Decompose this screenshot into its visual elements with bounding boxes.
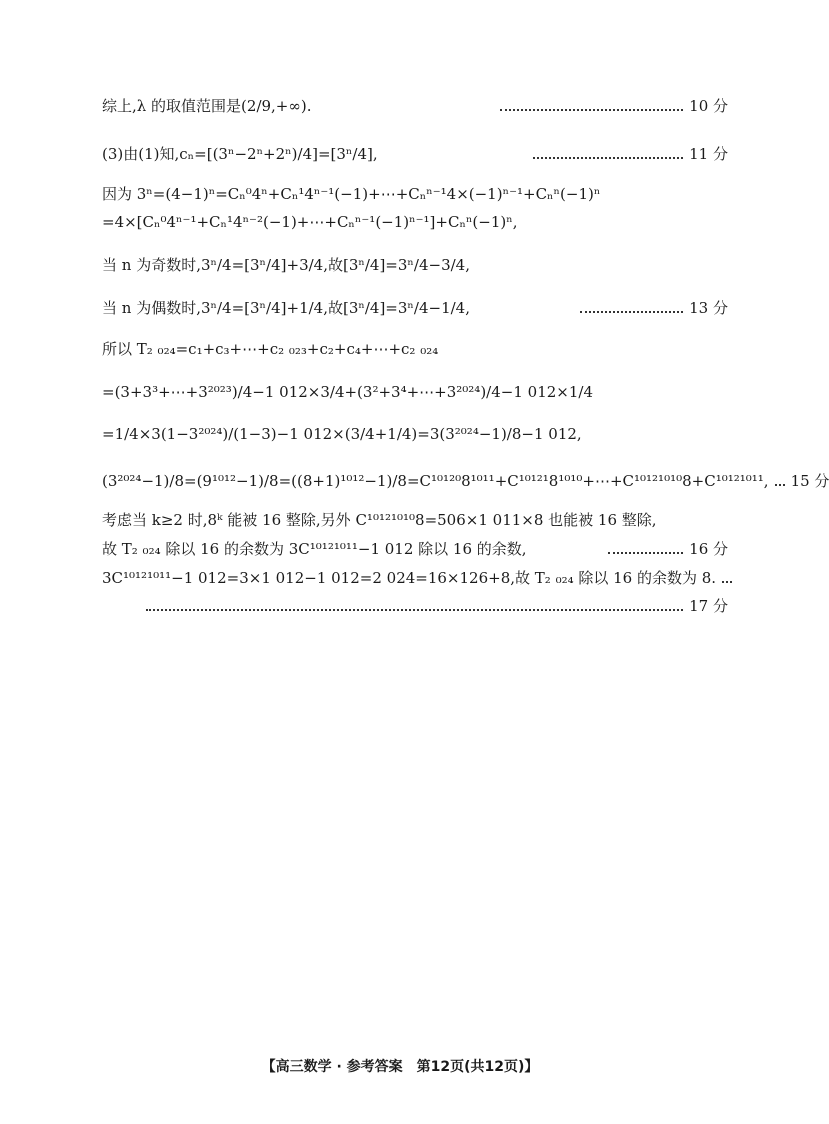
line-3-text: 因为 3ⁿ=(4−1)ⁿ=Cₙ⁰4ⁿ+Cₙ¹4ⁿ⁻¹(−1)+⋯+Cₙⁿ⁻¹4×(−1)ⁿ⁻¹+Cₙⁿ(−1)ⁿ <box>102 184 601 203</box>
line-2-text: (3)由(1)知,cₙ=[(3ⁿ−2ⁿ+2ⁿ)/4]=[3ⁿ/4], <box>102 144 378 163</box>
line-1 <box>102 95 728 117</box>
leader-dots <box>580 311 684 313</box>
score-11: 11 分 <box>689 144 728 163</box>
line-8 <box>102 381 728 403</box>
line-9-text: =1/4×3(1−3²⁰²⁴)/(1−3)−1 012×(3/4+1/4)=3(3²⁰²⁴−1)/8−1 012, <box>102 424 582 443</box>
line-9 <box>102 423 728 445</box>
line-7 <box>102 339 728 359</box>
line-10 <box>102 470 829 492</box>
line-10-text: (3²⁰²⁴−1)/8=(9¹⁰¹²−1)/8=((8+1)¹⁰¹²−1)/8=C¹⁰¹²⁰8¹⁰¹¹+C¹⁰¹²¹8¹⁰¹⁰+⋯+C¹⁰¹²¹⁰¹⁰8+C¹⁰¹²¹⁰¹¹, <box>102 471 769 490</box>
line-7-text: 所以 T₂ ₀₂₄=c₁+c₃+⋯+c₂ ₀₂₃+c₂+c₄+⋯+c₂ ₀₂₄ <box>102 339 439 358</box>
line-3 <box>102 184 728 204</box>
leader-dots <box>500 109 683 111</box>
line-11-text: 考虑当 k≥2 时,8ᵏ 能被 16 整除,另外 C¹⁰¹²¹⁰¹⁰8=506×1 011×8 也能被 16 整除, <box>102 510 657 529</box>
line-12-text: 故 T₂ ₀₂₄ 除以 16 的余数为 3C¹⁰¹²¹⁰¹¹−1 012 除以 16 的余数, <box>102 539 527 558</box>
score-13: 13 分 <box>689 298 728 317</box>
line-5 <box>102 254 728 276</box>
line-2 <box>102 143 728 165</box>
line-4-text: =4×[Cₙ⁰4ⁿ⁻¹+Cₙ¹4ⁿ⁻²(−1)+⋯+Cₙⁿ⁻¹(−1)ⁿ⁻¹]+Cₙⁿ(−1)ⁿ, <box>102 212 518 231</box>
line-6-text: 当 n 为偶数时,3ⁿ/4=[3ⁿ/4]+1/4,故[3ⁿ/4]=3ⁿ/4−1/4, <box>102 298 470 317</box>
line-4 <box>102 212 728 232</box>
line-1-text: 综上,λ 的取值范围是(2/9,+∞). <box>102 96 312 115</box>
line-8-text: =(3+3³+⋯+3²⁰²³)/4−1 012×3/4+(3²+3⁴+⋯+3²⁰²⁴)/4−1 012×1/4 <box>102 382 593 401</box>
line-12 <box>102 539 728 559</box>
line-11 <box>102 510 728 530</box>
leader-dots <box>533 157 683 159</box>
score-16: 16 分 <box>689 539 729 558</box>
leader-dots <box>775 484 785 486</box>
line-13-text: 3C¹⁰¹²¹⁰¹¹−1 012=3×1 012−1 012=2 024=16×126+8,故 T₂ ₀₂₄ 除以 16 的余数为 8. <box>102 568 717 587</box>
leader-dots <box>608 552 683 554</box>
line-6 <box>102 297 728 319</box>
score-10: 10 分 <box>689 96 729 115</box>
line-14 <box>140 596 728 616</box>
page-footer: 【高三数学 · 参考答案 第12页(共12页)】 <box>261 1059 539 1075</box>
line-13 <box>102 568 728 588</box>
line-5-text: 当 n 为奇数时,3ⁿ/4=[3ⁿ/4]+3/4,故[3ⁿ/4]=3ⁿ/4−3/4, <box>102 255 470 274</box>
leader-dots <box>146 609 683 611</box>
score-17: 17 分 <box>689 596 728 615</box>
score-15: 15 分 <box>790 471 829 490</box>
leader-dots <box>722 581 732 583</box>
